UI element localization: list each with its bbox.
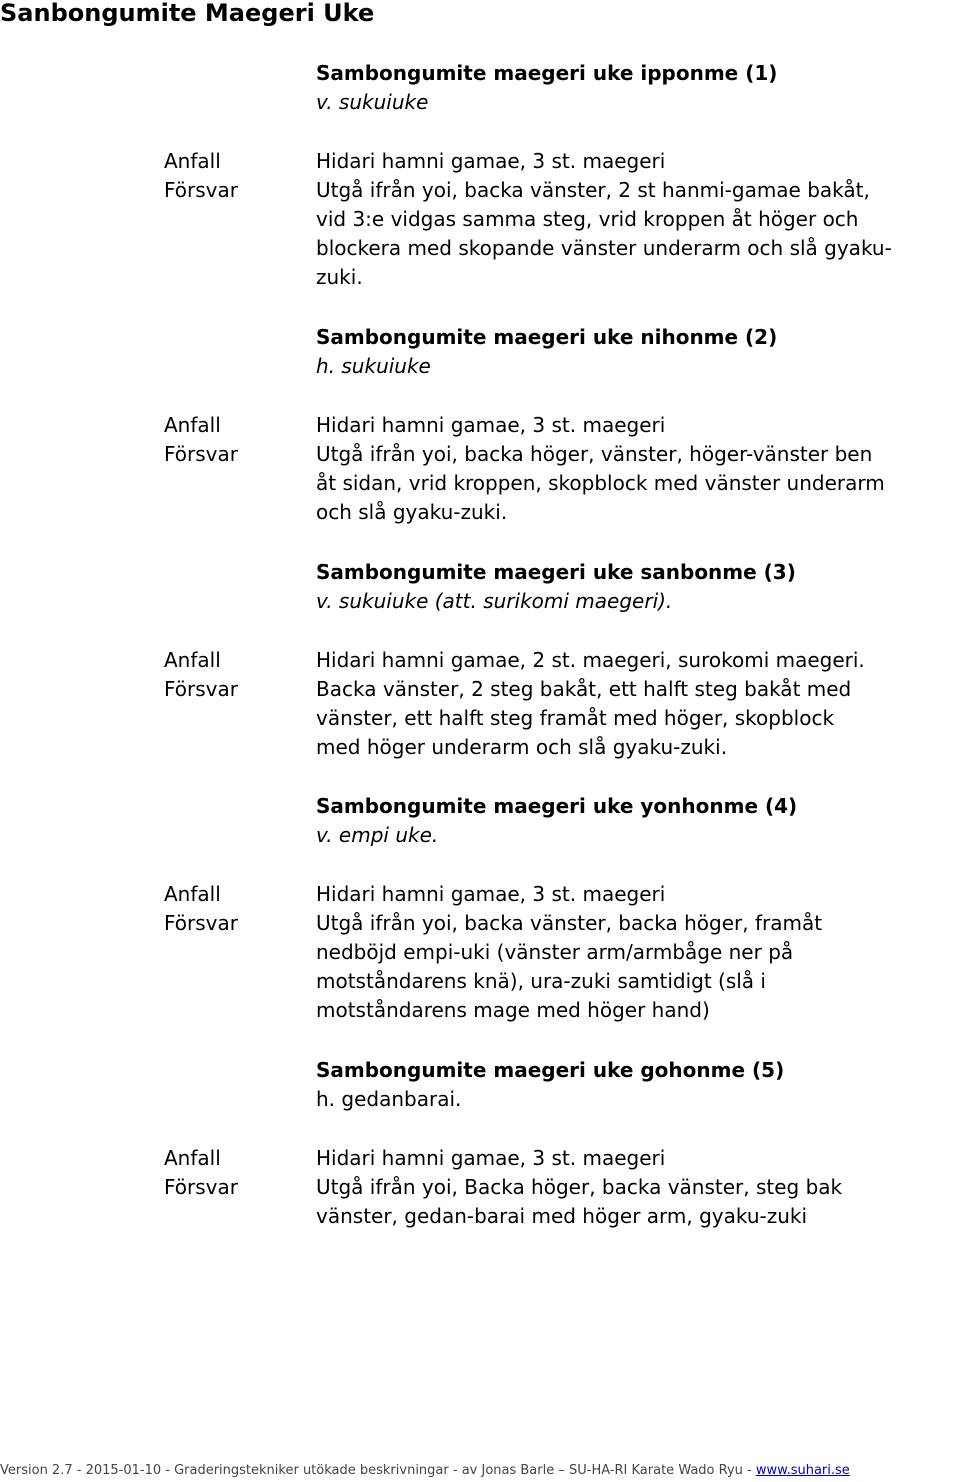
technique-section-4: [0, 792, 960, 1032]
attack-description: Hidari hamni gamae, 3 st. maegeri: [316, 882, 666, 906]
section-title: Sambongumite maegeri uke nihonme (2): [316, 325, 778, 349]
defense-description: Utgå ifrån yoi, Backa höger, backa vänster, steg bak vänster, gedan-barai med höger arm, gyaku-zuki: [316, 1175, 843, 1228]
defense-label: Försvar: [164, 442, 238, 466]
section-title: Sambongumite maegeri uke yonhonme (4): [316, 794, 798, 818]
attack-label: Anfall: [164, 648, 221, 672]
page-footer: [0, 1460, 960, 1482]
attack-description: Hidari hamni gamae, 2 st. maegeri, surokomi maegeri.: [316, 648, 865, 672]
section-subtitle: v. sukuiuke: [316, 90, 429, 114]
technique-section-1: [0, 59, 960, 299]
technique-section-5: [0, 1056, 960, 1236]
defense-label: Försvar: [164, 677, 238, 701]
section-title: Sambongumite maegeri uke gohonme (5): [316, 1058, 785, 1082]
defense-label: Försvar: [164, 178, 238, 202]
attack-description: Hidari hamni gamae, 3 st. maegeri: [316, 413, 666, 437]
section-subtitle: v. empi uke.: [316, 823, 439, 847]
attack-label: Anfall: [164, 413, 221, 437]
defense-label: Försvar: [164, 911, 238, 935]
defense-description: Backa vänster, 2 steg bakåt, ett halft steg bakåt med vänster, ett halft steg framåt med höger, skopblock med höger underarm och slå gyaku-zuki.: [316, 677, 852, 759]
footer-text: Version 2.7 - 2015-01-10 - Graderingstekniker utökade beskrivningar - av Jonas Barle – SU-HA-RI Karate Wado Ryu -: [0, 1463, 756, 1478]
section-subtitle: h. sukuiuke: [316, 354, 431, 378]
technique-section-3: [0, 558, 960, 768]
attack-label: Anfall: [164, 149, 221, 173]
attack-label: Anfall: [164, 1146, 221, 1170]
section-subtitle: v. sukuiuke (att. surikomi maegeri).: [316, 589, 673, 613]
defense-label: Försvar: [164, 1175, 238, 1199]
section-title: Sambongumite maegeri uke sanbonme (3): [316, 560, 796, 584]
defense-description: Utgå ifrån yoi, backa höger, vänster, höger-vänster ben åt sidan, vrid kroppen, skopblock med vänster underarm och slå gyaku-zuki.: [316, 442, 885, 524]
defense-description: Utgå ifrån yoi, backa vänster, 2 st hanmi-gamae bakåt, vid 3:e vidgas samma steg, vrid kroppen åt höger och blockera med skopande vänster underarm och slå gyaku- zuki.: [316, 178, 892, 289]
technique-section-2: [0, 323, 960, 533]
attack-description: Hidari hamni gamae, 3 st. maegeri: [316, 149, 666, 173]
footer-website-link[interactable]: www.suhari.se: [755, 1463, 850, 1478]
section-title: Sambongumite maegeri uke ipponme (1): [316, 61, 778, 85]
attack-description: Hidari hamni gamae, 3 st. maegeri: [316, 1146, 666, 1170]
defense-description: Utgå ifrån yoi, backa vänster, backa höger, framåt nedböjd empi-uki (vänster arm/armbåge ner på motståndarens knä), ura-zuki samtidigt (slå i motståndarens mage med höger hand): [316, 911, 823, 1022]
section-subtitle: h. gedanbarai.: [316, 1087, 462, 1111]
page-title: Sanbongumite Maegeri Uke: [0, 0, 375, 27]
attack-label: Anfall: [164, 882, 221, 906]
